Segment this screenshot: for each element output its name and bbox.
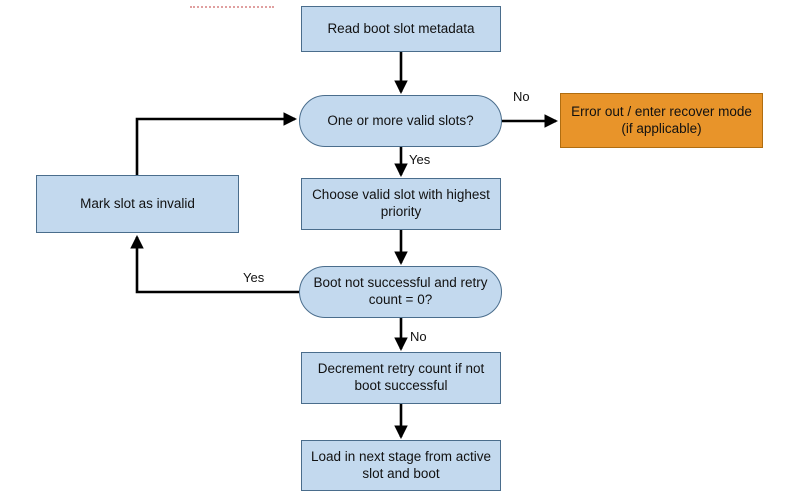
node-label: Error out / enter recover mode (if applicable) bbox=[571, 103, 752, 136]
node-label: Decrement retry count if not boot successful bbox=[317, 361, 485, 393]
node-decrement-retry-count bbox=[301, 352, 501, 404]
node-one-or-more-valid-slots bbox=[299, 95, 502, 147]
edge-label-no-retry-zero: No bbox=[410, 329, 427, 344]
node-label: Choose valid slot with highest priority bbox=[312, 187, 490, 219]
node-label: Load in next stage from active slot and boot bbox=[310, 448, 492, 481]
node-label: Read boot slot metadata bbox=[327, 20, 475, 36]
node-label: Boot not successful and retry count = 0? bbox=[313, 275, 488, 307]
edge-label-yes-valid-slots: Yes bbox=[409, 152, 431, 167]
node-mark-slot-as-invalid bbox=[36, 175, 239, 233]
edge-label-yes-retry-zero: Yes bbox=[243, 270, 265, 285]
node-load-next-stage bbox=[301, 440, 501, 491]
node-boot-not-successful-retry-zero bbox=[299, 266, 502, 318]
node-read-boot-slot-metadata bbox=[301, 6, 501, 52]
node-choose-valid-slot bbox=[301, 178, 501, 230]
edge-label-no-valid-slots: No bbox=[513, 89, 530, 104]
node-error-out-enter-recover-mode bbox=[560, 93, 763, 148]
node-label: One or more valid slots? bbox=[327, 112, 474, 128]
node-label: Mark slot as invalid bbox=[80, 195, 195, 211]
